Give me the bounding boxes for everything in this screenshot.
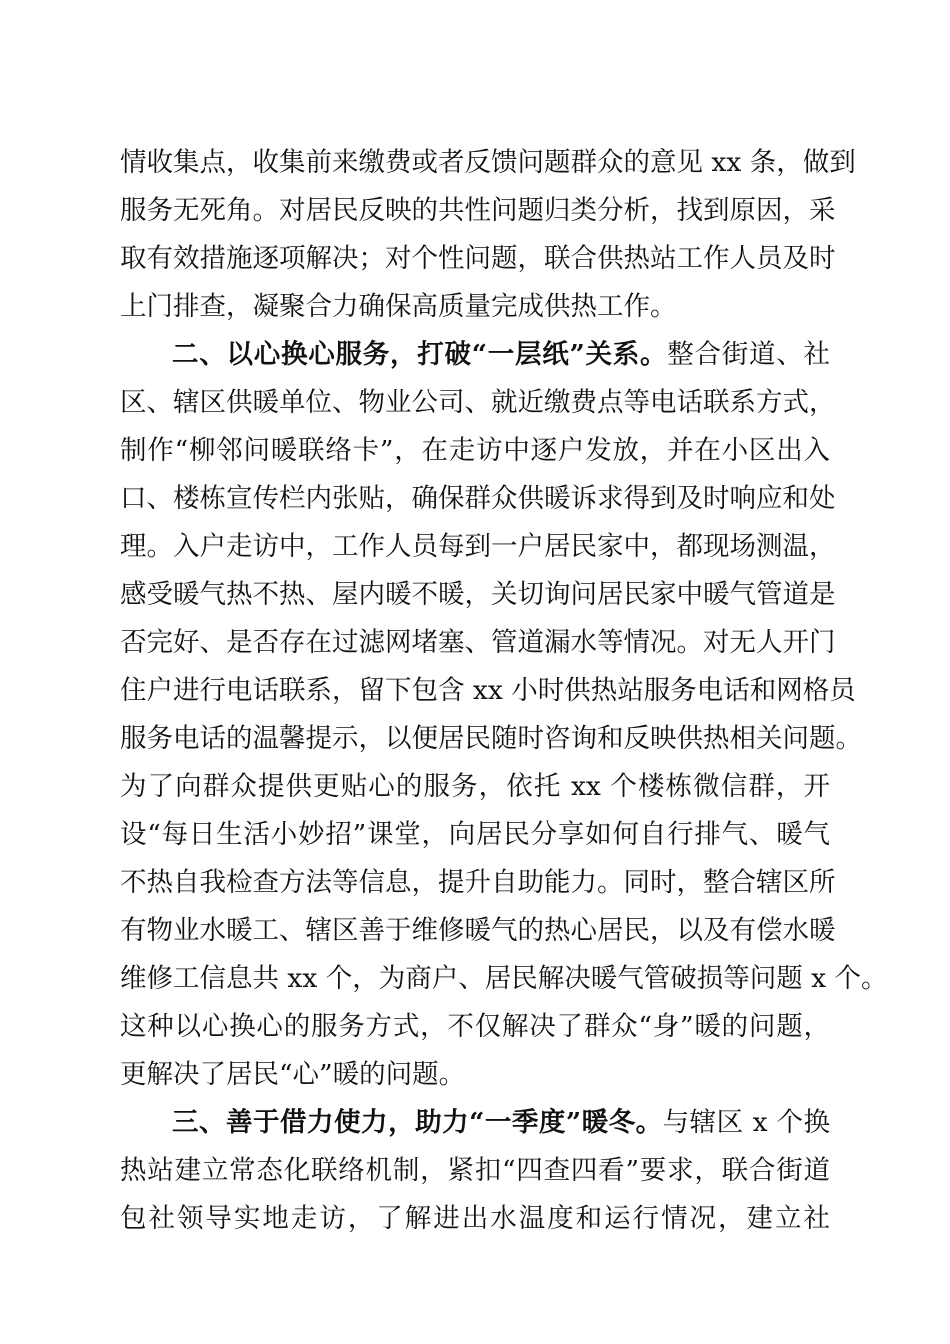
body-text-line: 维修工信息共 xx 个，为商户、居民解决暖气管破损等问题 x 个。 xyxy=(120,963,888,994)
body-text-line: 热站建立常态化联络机制，紧扣“四查四看”要求，联合街道 xyxy=(120,1155,830,1186)
body-text-line: 服务电话的温馨提示，以便居民随时咨询和反映供热相关问题。 xyxy=(120,723,862,754)
body-text-line: 设“每日生活小妙招”课堂，向居民分享如何自行排气、暖气 xyxy=(120,819,830,850)
body-text-line: 服务无死角。对居民反映的共性问题归类分析，找到原因，采 xyxy=(120,195,836,226)
section-heading: 二、以心换心服务，打破“一层纸”关系。 xyxy=(172,339,668,370)
body-text-line: 包社领导实地走访，了解进出水温度和运行情况，建立社 xyxy=(120,1203,830,1234)
body-text-line: 感受暖气热不热、屋内暖不暖，关切询问居民家中暖气管道是 xyxy=(120,579,836,610)
body-text-line: 这种以心换心的服务方式，不仅解决了群众“身”暖的问题， xyxy=(120,1011,830,1042)
body-text-line: 住户进行电话联系，留下包含 xx 小时供热站服务电话和网格员 xyxy=(120,675,856,706)
section-heading-line: 二、以心换心服务，打破“一层纸”关系。整合街道、社 xyxy=(172,339,830,370)
body-text-line: 有物业水暖工、辖区善于维修暖气的热心居民，以及有偿水暖 xyxy=(120,915,836,946)
body-text-line: 否完好、是否存在过滤网堵塞、管道漏水等情况。对无人开门 xyxy=(120,627,836,658)
body-text-line: 情收集点，收集前来缴费或者反馈问题群众的意见 xx 条，做到 xyxy=(120,147,856,178)
body-text-line: 制作“柳邻问暖联络卡”，在走访中逐户发放，并在小区出入 xyxy=(120,435,830,466)
body-text-line: 不热自我检查方法等信息，提升自助能力。同时，整合辖区所 xyxy=(120,867,836,898)
body-text-line: 上门排查，凝聚合力确保高质量完成供热工作。 xyxy=(120,291,677,322)
body-text-line: 口、楼栋宣传栏内张贴，确保群众供暖诉求得到及时响应和处 xyxy=(120,483,836,514)
body-text-line: 区、辖区供暖单位、物业公司、就近缴费点等电话联系方式， xyxy=(120,387,836,418)
body-text-line: 为了向群众提供更贴心的服务，依托 xx 个楼栋微信群，开 xyxy=(120,771,830,802)
section-heading: 三、善于借力使力，助力“一季度”暖冬。 xyxy=(172,1107,663,1138)
body-text-line: 理。入户走访中，工作人员每到一户居民家中，都现场测温， xyxy=(120,531,836,562)
body-text-line: 取有效措施逐项解决；对个性问题，联合供热站工作人员及时 xyxy=(120,243,836,274)
body-text-line: 更解决了居民“心”暖的问题。 xyxy=(120,1059,466,1090)
section-heading-line: 三、善于借力使力，助力“一季度”暖冬。与辖区 x 个换 xyxy=(172,1107,830,1138)
